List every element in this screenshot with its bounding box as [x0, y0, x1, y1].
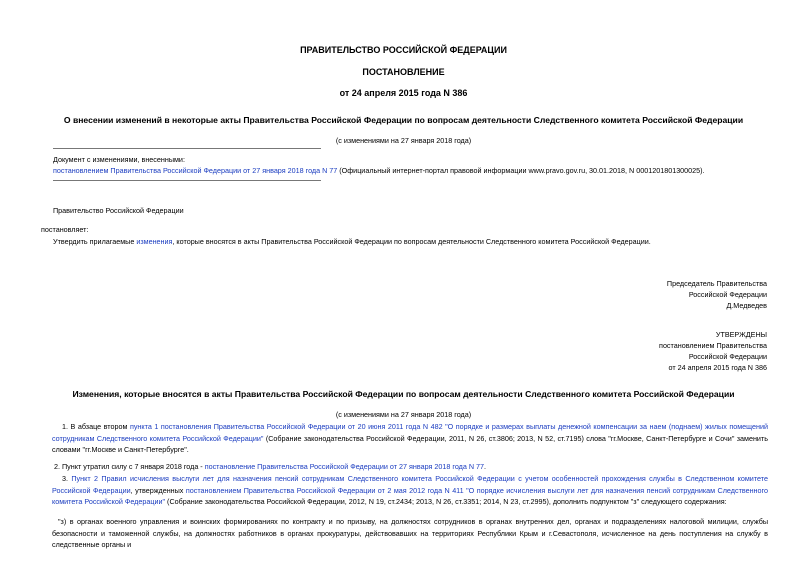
page-title: О внесении изменений в некоторые акты Правительства Российской Федерации по вопросам деятельности Следственного комитета Российской Федерации — [63, 115, 744, 125]
p3-mid: , утвержденных — [130, 485, 186, 495]
changes-note-source: (Официальный интернет-портал правовой информации www.pravo.gov.ru, 30.01.2018, N 0001201801300025). — [337, 166, 705, 175]
approve-text-pre: Утвердить прилагаемые — [53, 237, 137, 246]
p3-link-resolution[interactable]: постановлением Правительства Российской Федерации от 2 мая 2012 года N 411 "О порядке исчисления выслуги лет для назначения пенсий сотрудникам Следственного комитета Российской Федерации" — [52, 485, 768, 507]
changes-paragraph-4: "з) в органах военного управления и воинских формированиях по контракту и по призыву, на должностях сотрудников в органах внутренних дел, органах и подразделениях налоговой милиции, службы безопасности и таможенной службы, на должностях работников в органах прокуратуры, действовавших на территориях Республики Крым и г.Севастополя, исчисленное на день поступления на службу в следственные органы и — [52, 517, 768, 550]
divider-top — [53, 148, 321, 149]
resolves-line: постановляет: — [41, 225, 89, 234]
document-type: ПОСТАНОВЛЕНИЕ — [362, 67, 445, 77]
approved-by: постановлением Правительства — [659, 341, 767, 350]
p1-link[interactable]: пункта 1 постановления Правительства Российской Федерации от 20 июня 2011 года N 482 "О порядке и размерах выплаты денежной компенсации за наем (поднаем) жилых помещений сотрудникам Следственного комитета Российской Федерации" — [52, 422, 768, 443]
p2-link[interactable]: постановление Правительства Российской Федерации от 27 января 2018 года N 77 — [204, 462, 485, 471]
changes-paragraph-1 — [52, 421, 768, 456]
approved-date: от 24 апреля 2015 года N 386 — [668, 363, 767, 372]
signature-title: Председатель Правительства — [666, 279, 767, 288]
p3-link-rules[interactable]: Пункт 2 Правил исчисления выслуги лет для назначения пенсий сотрудникам Следственного комитета Российской Федерации с учетом особенностей прохождения службы в Следственном комитете Российской Федерации — [52, 474, 768, 495]
p1-intro: 1. В абзаце втором — [62, 422, 130, 431]
approved-country: Российской Федерации — [688, 352, 767, 361]
changes-paragraph-3 — [52, 473, 768, 508]
government-line: Правительство Российской Федерации — [53, 206, 184, 215]
p3-rest: (Собрание законодательства Российской Федерации, 2012, N 19, ст.2434; 2013, N 26, ст.3351; 2014, N 23, ст.2995), дополнить подпунктом "з" следующего содержания: — [165, 497, 727, 507]
p2-rest: . — [484, 462, 487, 471]
approve-paragraph — [53, 237, 651, 246]
approve-link[interactable]: изменения — [136, 237, 173, 246]
changes-revision: (с изменениями на 27 января 2018 года) — [335, 410, 472, 419]
government-heading: ПРАВИТЕЛЬСТВО РОССИЙСКОЙ ФЕДЕРАЦИИ — [300, 45, 507, 55]
divider-bottom — [53, 180, 321, 181]
p2-intro: 2. Пункт утратил силу с 7 января 2018 года - — [54, 462, 205, 471]
document-date-number: от 24 апреля 2015 года N 386 — [339, 88, 468, 98]
revision-note: (с изменениями на 27 января 2018 года) — [335, 136, 472, 145]
changes-title: Изменения, которые вносятся в акты Правительства Российской Федерации по вопросам деятельности Следственного комитета Российской Федерации — [72, 389, 735, 399]
changes-note-link[interactable]: постановлением Правительства Российской Федерации от 27 января 2018 года N 77 — [53, 166, 338, 175]
changes-note — [53, 166, 705, 175]
p1-rest: (Собрание законодательства Российской Федерации, 2011, N 26, ст.3806; 2013, N 52, ст.7195) слова "гг.Москве, Санкт-Петербурге и Сочи" заменить словами "гг.Москве и Санкт-Петербурге". — [52, 433, 768, 455]
approved-heading: УТВЕРЖДЕНЫ — [715, 330, 767, 339]
signature-country: Российской Федерации — [688, 290, 767, 299]
changes-note-heading: Документ с изменениями, внесенными: — [53, 155, 185, 164]
p3-intro: 3. — [62, 474, 72, 483]
signature-name: Д.Медведев — [726, 301, 767, 310]
changes-paragraph-2 — [52, 461, 768, 473]
approve-text-post: , которые вносятся в акты Правительства Российской Федерации по вопросам деятельности Следственного комитета Российской Федерации. — [172, 237, 651, 246]
